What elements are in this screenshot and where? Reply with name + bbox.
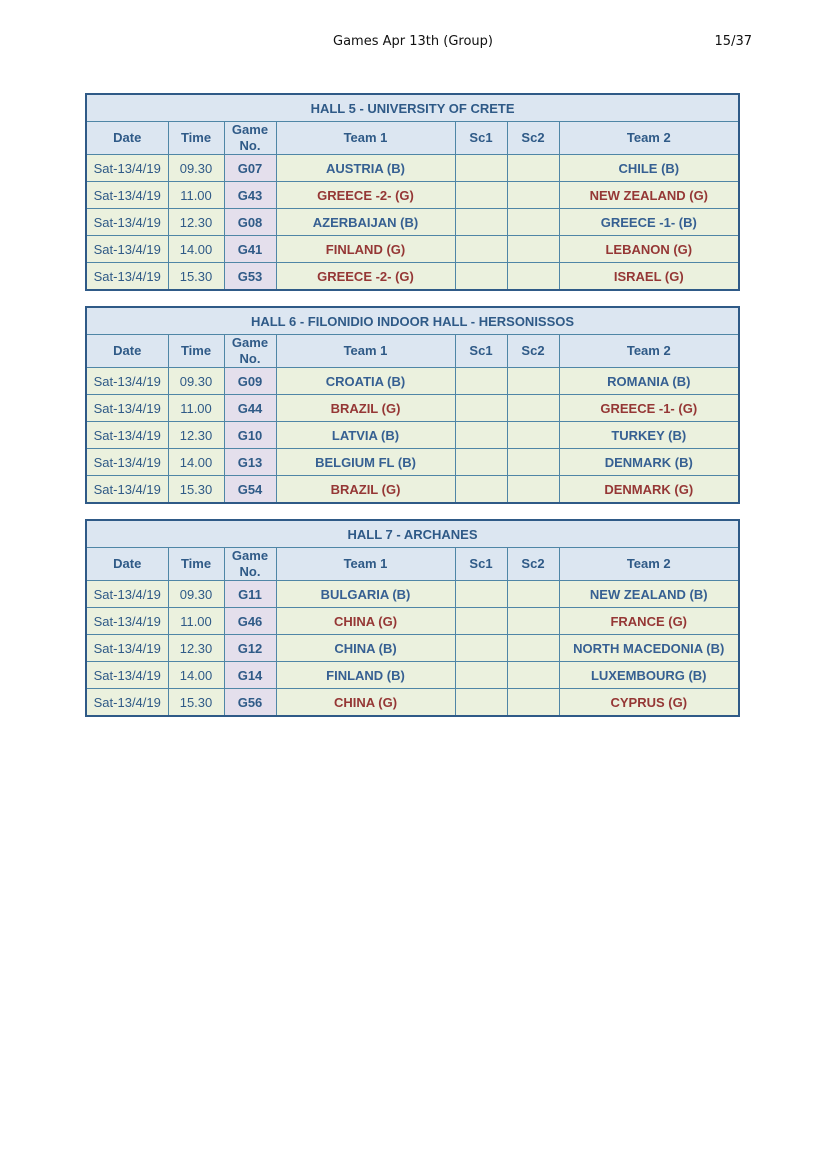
column-header-sc2: Sc2: [507, 122, 559, 155]
team1-name: GREECE -2- (G): [276, 182, 455, 209]
game-row: [86, 476, 739, 504]
score1-cell: [455, 263, 507, 291]
game-time: 09.30: [168, 368, 224, 395]
column-header-time: Time: [168, 548, 224, 581]
score1-cell: [455, 689, 507, 717]
game-row: [86, 395, 739, 422]
page-header: [0, 34, 826, 54]
hall-table: [85, 519, 740, 717]
column-header-sc1: Sc1: [455, 335, 507, 368]
team1-name: CHINA (G): [276, 608, 455, 635]
hall-title-row: [86, 307, 739, 335]
game-time: 12.30: [168, 209, 224, 236]
team2-name: CYPRUS (G): [559, 689, 739, 717]
page-number: 15/37: [714, 34, 752, 49]
score2-cell: [507, 155, 559, 182]
team1-name: AZERBAIJAN (B): [276, 209, 455, 236]
game-number: G56: [224, 689, 276, 717]
game-time: 14.00: [168, 449, 224, 476]
game-row: [86, 263, 739, 291]
game-date: Sat-13/4/19: [86, 608, 168, 635]
team2-name: LUXEMBOURG (B): [559, 662, 739, 689]
column-header-sc1: Sc1: [455, 122, 507, 155]
team2-name: DENMARK (B): [559, 449, 739, 476]
game-row: [86, 449, 739, 476]
team1-name: FINLAND (G): [276, 236, 455, 263]
team2-name: LEBANON (G): [559, 236, 739, 263]
team1-name: CHINA (B): [276, 635, 455, 662]
game-number: G13: [224, 449, 276, 476]
score2-cell: [507, 263, 559, 291]
score2-cell: [507, 581, 559, 608]
score1-cell: [455, 449, 507, 476]
game-row: [86, 155, 739, 182]
game-time: 12.30: [168, 422, 224, 449]
game-date: Sat-13/4/19: [86, 662, 168, 689]
column-header-sc2: Sc2: [507, 548, 559, 581]
game-time: 15.30: [168, 476, 224, 504]
score1-cell: [455, 662, 507, 689]
score1-cell: [455, 155, 507, 182]
column-header-date: Date: [86, 335, 168, 368]
game-number: G11: [224, 581, 276, 608]
team1-name: BELGIUM FL (B): [276, 449, 455, 476]
score2-cell: [507, 635, 559, 662]
column-header-sc2: Sc2: [507, 335, 559, 368]
game-number: G12: [224, 635, 276, 662]
score2-cell: [507, 236, 559, 263]
game-row: [86, 689, 739, 717]
score2-cell: [507, 608, 559, 635]
team2-name: NORTH MACEDONIA (B): [559, 635, 739, 662]
game-row: [86, 368, 739, 395]
team1-name: BRAZIL (G): [276, 395, 455, 422]
game-date: Sat-13/4/19: [86, 263, 168, 291]
game-date: Sat-13/4/19: [86, 422, 168, 449]
game-row: [86, 581, 739, 608]
score1-cell: [455, 422, 507, 449]
column-header-team2: Team 2: [559, 122, 739, 155]
score1-cell: [455, 581, 507, 608]
column-header-row: [86, 548, 739, 581]
hall-title-row: [86, 94, 739, 122]
score2-cell: [507, 422, 559, 449]
game-time: 14.00: [168, 236, 224, 263]
column-header-game-no: Game No.: [224, 548, 276, 581]
team2-name: ROMANIA (B): [559, 368, 739, 395]
game-number: G07: [224, 155, 276, 182]
game-number: G10: [224, 422, 276, 449]
team1-name: BULGARIA (B): [276, 581, 455, 608]
team1-name: LATVIA (B): [276, 422, 455, 449]
column-header-row: [86, 335, 739, 368]
score1-cell: [455, 368, 507, 395]
hall-table: [85, 93, 740, 291]
score1-cell: [455, 608, 507, 635]
game-number: G14: [224, 662, 276, 689]
hall-table: [85, 306, 740, 504]
column-header-date: Date: [86, 548, 168, 581]
game-date: Sat-13/4/19: [86, 635, 168, 662]
game-row: [86, 608, 739, 635]
score2-cell: [507, 662, 559, 689]
score2-cell: [507, 449, 559, 476]
game-date: Sat-13/4/19: [86, 236, 168, 263]
score2-cell: [507, 368, 559, 395]
game-number: G43: [224, 182, 276, 209]
column-header-game-no: Game No.: [224, 335, 276, 368]
score2-cell: [507, 209, 559, 236]
game-time: 11.00: [168, 182, 224, 209]
team2-name: NEW ZEALAND (B): [559, 581, 739, 608]
team2-name: CHILE (B): [559, 155, 739, 182]
column-header-team2: Team 2: [559, 548, 739, 581]
game-date: Sat-13/4/19: [86, 209, 168, 236]
score2-cell: [507, 395, 559, 422]
game-time: 09.30: [168, 581, 224, 608]
game-time: 15.30: [168, 263, 224, 291]
game-number: G09: [224, 368, 276, 395]
hall-title: HALL 7 - ARCHANES: [86, 520, 739, 548]
team1-name: CHINA (G): [276, 689, 455, 717]
game-time: 15.30: [168, 689, 224, 717]
column-header-row: [86, 122, 739, 155]
team1-name: AUSTRIA (B): [276, 155, 455, 182]
game-date: Sat-13/4/19: [86, 476, 168, 504]
score2-cell: [507, 689, 559, 717]
column-header-team1: Team 1: [276, 548, 455, 581]
team2-name: FRANCE (G): [559, 608, 739, 635]
team1-name: BRAZIL (G): [276, 476, 455, 504]
team1-name: GREECE -2- (G): [276, 263, 455, 291]
game-time: 11.00: [168, 395, 224, 422]
game-date: Sat-13/4/19: [86, 155, 168, 182]
team2-name: NEW ZEALAND (G): [559, 182, 739, 209]
game-time: 11.00: [168, 608, 224, 635]
game-row: [86, 662, 739, 689]
game-number: G08: [224, 209, 276, 236]
team2-name: TURKEY (B): [559, 422, 739, 449]
game-row: [86, 635, 739, 662]
score2-cell: [507, 476, 559, 504]
game-date: Sat-13/4/19: [86, 581, 168, 608]
game-number: G44: [224, 395, 276, 422]
game-date: Sat-13/4/19: [86, 689, 168, 717]
score2-cell: [507, 182, 559, 209]
game-number: G54: [224, 476, 276, 504]
column-header-team1: Team 1: [276, 335, 455, 368]
column-header-time: Time: [168, 122, 224, 155]
column-header-date: Date: [86, 122, 168, 155]
team2-name: DENMARK (G): [559, 476, 739, 504]
game-time: 09.30: [168, 155, 224, 182]
score1-cell: [455, 236, 507, 263]
game-number: G53: [224, 263, 276, 291]
game-row: [86, 422, 739, 449]
game-time: 14.00: [168, 662, 224, 689]
game-date: Sat-13/4/19: [86, 182, 168, 209]
score1-cell: [455, 635, 507, 662]
game-number: G46: [224, 608, 276, 635]
score1-cell: [455, 476, 507, 504]
column-header-time: Time: [168, 335, 224, 368]
hall-title: HALL 6 - FILONIDIO INDOOR HALL - HERSONISSOS: [86, 307, 739, 335]
team2-name: GREECE -1- (G): [559, 395, 739, 422]
game-row: [86, 209, 739, 236]
score1-cell: [455, 209, 507, 236]
game-date: Sat-13/4/19: [86, 395, 168, 422]
game-row: [86, 182, 739, 209]
column-header-game-no: Game No.: [224, 122, 276, 155]
page-header-title: Games Apr 13th (Group): [333, 34, 493, 49]
column-header-team2: Team 2: [559, 335, 739, 368]
hall-title-row: [86, 520, 739, 548]
game-number: G41: [224, 236, 276, 263]
team2-name: GREECE -1- (B): [559, 209, 739, 236]
game-date: Sat-13/4/19: [86, 449, 168, 476]
team1-name: CROATIA (B): [276, 368, 455, 395]
game-date: Sat-13/4/19: [86, 368, 168, 395]
column-header-sc1: Sc1: [455, 548, 507, 581]
score1-cell: [455, 395, 507, 422]
game-row: [86, 236, 739, 263]
game-time: 12.30: [168, 635, 224, 662]
team2-name: ISRAEL (G): [559, 263, 739, 291]
column-header-team1: Team 1: [276, 122, 455, 155]
team1-name: FINLAND (B): [276, 662, 455, 689]
score1-cell: [455, 182, 507, 209]
hall-title: HALL 5 - UNIVERSITY OF CRETE: [86, 94, 739, 122]
